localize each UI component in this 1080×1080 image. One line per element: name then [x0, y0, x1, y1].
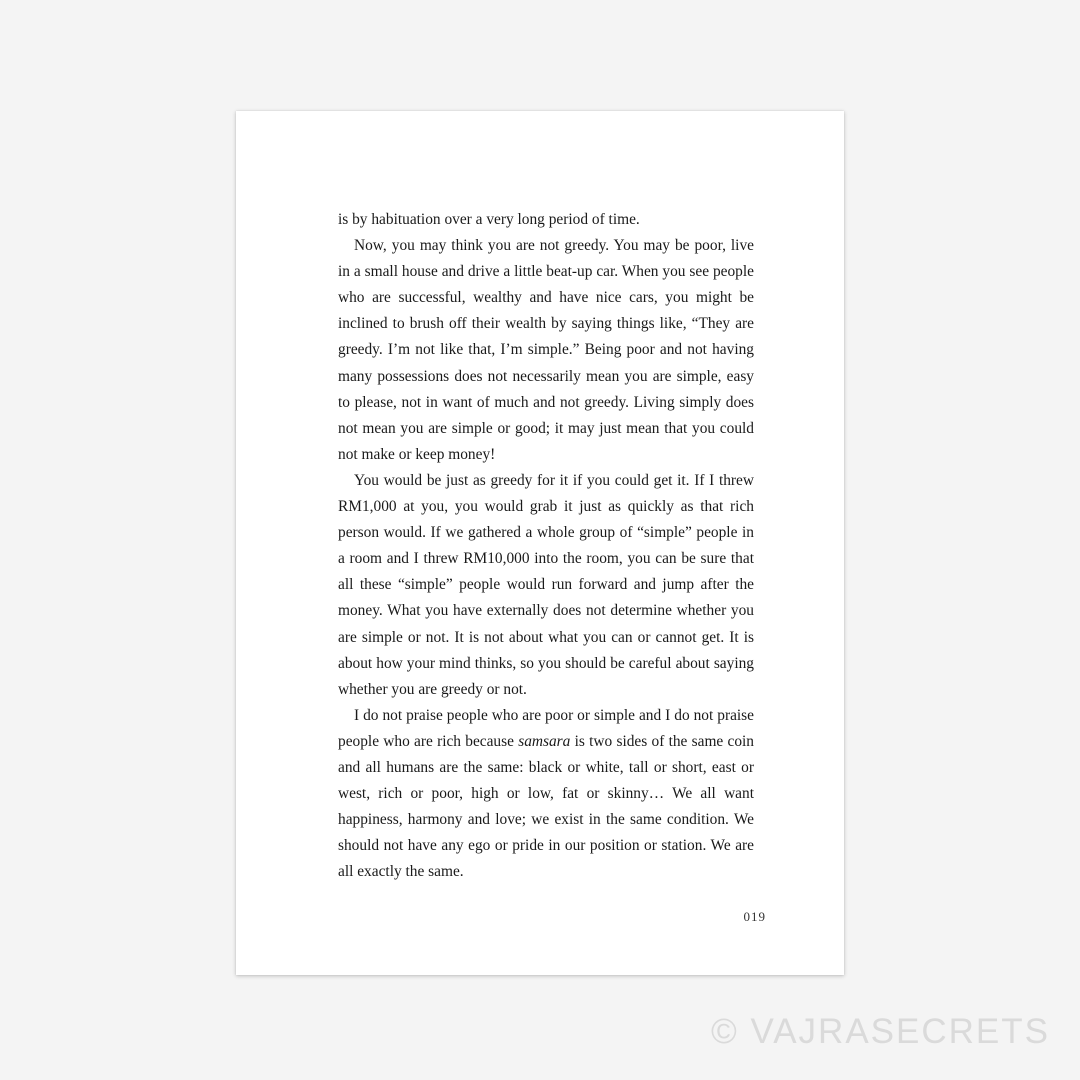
samsara-term: samsara — [518, 732, 571, 750]
copyright-watermark: © VAJRASECRETS — [710, 1012, 1050, 1051]
page-number: 019 — [743, 909, 766, 924]
paragraph-2: Now, you may think you are not greedy. You may be poor, live in a small house and drive a little beat-up car. When you see people who are successful, wealthy and have nice cars, you might be inclined to brush off their wealth by saying things like, “They are greedy. I’m not like that, I’m simple.” Being poor and not having many possessions does not necessarily mean you are simple, easy to please, not in want of much and not greedy. Living simply does not mean you are simple or good; it may just mean that you could not make or keep money! — [338, 237, 754, 463]
paragraph-4: I do not praise people who are poor or simple and I do not praise people who are rich because samsara is two sides of the same coin and all humans are the same: black or white, tall or short, east or west, rich or poor, high or low, fat or skinny… We all want happiness, harmony and love; we exist in the same condition. We should not have any ego or pride in our position or station. We are all exactly the same. — [338, 706, 755, 881]
body-text — [338, 207, 754, 885]
book-page — [236, 111, 844, 975]
paragraph-3: You would be just as greedy for it if you could get it. If I threw RM1,000 at you, you would grab it just as quickly as that rich person would. If we gathered a whole group of “simple” people in a room and I threw RM10,000 into the room, you can be sure that all these “simple” people would run forward and jump after the money. What you have externally does not determine whether you are simple or not. It is not about what you can or cannot get. It is about how your mind thinks, so you should be careful about saying whether you are greedy or not. — [338, 471, 754, 698]
paragraph-1: is by habituation over a very long period of time. — [338, 211, 640, 228]
